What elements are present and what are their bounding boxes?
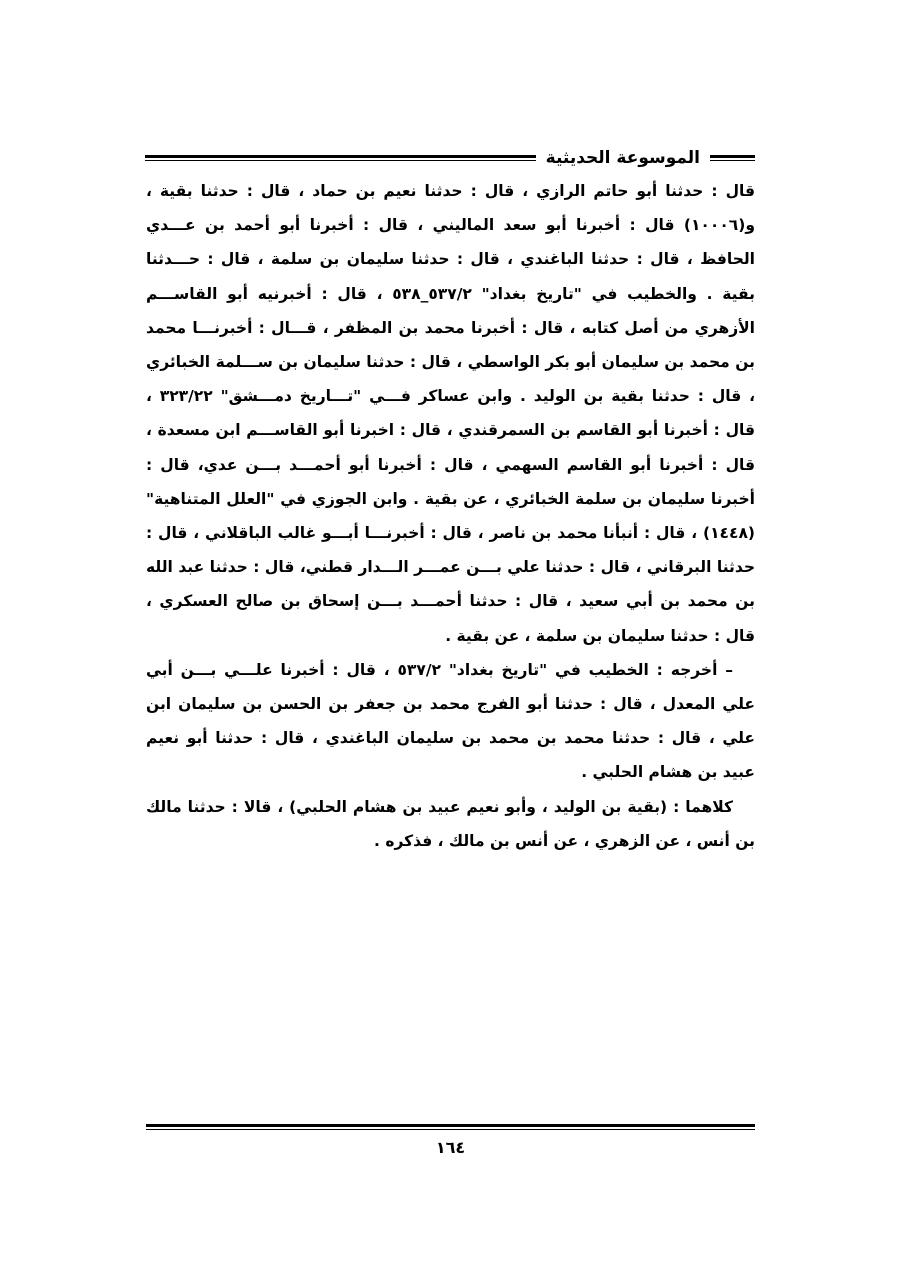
header-rule-left [145, 155, 536, 161]
page-number: ١٦٤ [435, 1138, 466, 1157]
paragraph-1: قال : حدثنا أبو حاتم الرازي ، قال : حدثنا نعيم بن حماد ، قال : حدثنا بقية ، و(١٠٠٠٦) قال : أخبرنا أبو سعد الماليني ، قال : أخبرنا أبو أحمد بن عـــدي الحافظ ، قال : حدثنا الباغندي ، قال : حدثنا سليمان بن سلمة ، قال : حـــدثنا بقية . والخطيب في "تاريخ بغداد" ٥٣٧/٢_٥٣٨ ، قال : أخبرنيه أبو القاســـم الأزهري من أصل كتابه ، قال : أخبرنا محمد بن المظفر ، قـــال : أخبرنـــا محمد بن محمد بن سليمان أبو بكر الواسطي ، قال : حدثنا سليمان بن ســـلمة الخبائري ، قال : حدثنا بقية بن الوليد . وابن عساكر فـــي "تـــاريخ دمـــشق" ٣٢٣/٢٢ ، قال : أخبرنا أبو القاسم بن السمرقندي ، قال : اخبرنا أبو القاســـم ابن مسعدة ، قال : أخبرنا أبو القاسم السهمي ، قال : أخبرنا أبو أحمـــد بـــن عدي، قال : أخبرنا سليمان بن سلمة الخبائري ، عن بقية . وابن الجوزي في "العلل المتناهية" (١٤٤٨) ، قال : أنبأنا محمد بن ناصر ، قال : أخبرنـــا أبـــو غالب الباقلاني ، قال : حدثنا البرقاني ، قال : حدثنا علي بـــن عمـــر الـــدار قطني، قال : حدثنا عبد الله بن محمد بن أبي سعيد ، قال : حدثنا أحمـــد بـــن إسحاق بن صالح العسكري ، قال : حدثنا سليمان بن سلمة ، عن بقية . [146, 182, 755, 645]
page-title: الموسوعة الحديثية [545, 148, 700, 168]
body-text [146, 174, 755, 858]
paragraph-3: كلاهما : (بقية بن الوليد ، وأبو نعيم عبيد بن هشام الحلبي) ، قالا : حدثنا مالك بن أنس ، عن الزهري ، عن أنس بن مالك ، فذكره . [146, 797, 755, 850]
page-header [145, 140, 755, 176]
paragraph-2: – أخرجه : الخطيب في "تاريخ بغداد" ٥٣٧/٢ ، قال : أخبرنا علـــي بـــن أبي علي المعدل ، قال : حدثنا أبو الفرج محمد بن جعفر بن الحسن بن سليمان ابن علي ، قال : حدثنا محمد بن محمد بن سليمان الباغندي ، قال : حدثنا أبو نعيم عبيد بن هشام الحلبي . [146, 660, 755, 782]
header-rule-right [710, 155, 755, 161]
footer-rule [146, 1124, 755, 1130]
